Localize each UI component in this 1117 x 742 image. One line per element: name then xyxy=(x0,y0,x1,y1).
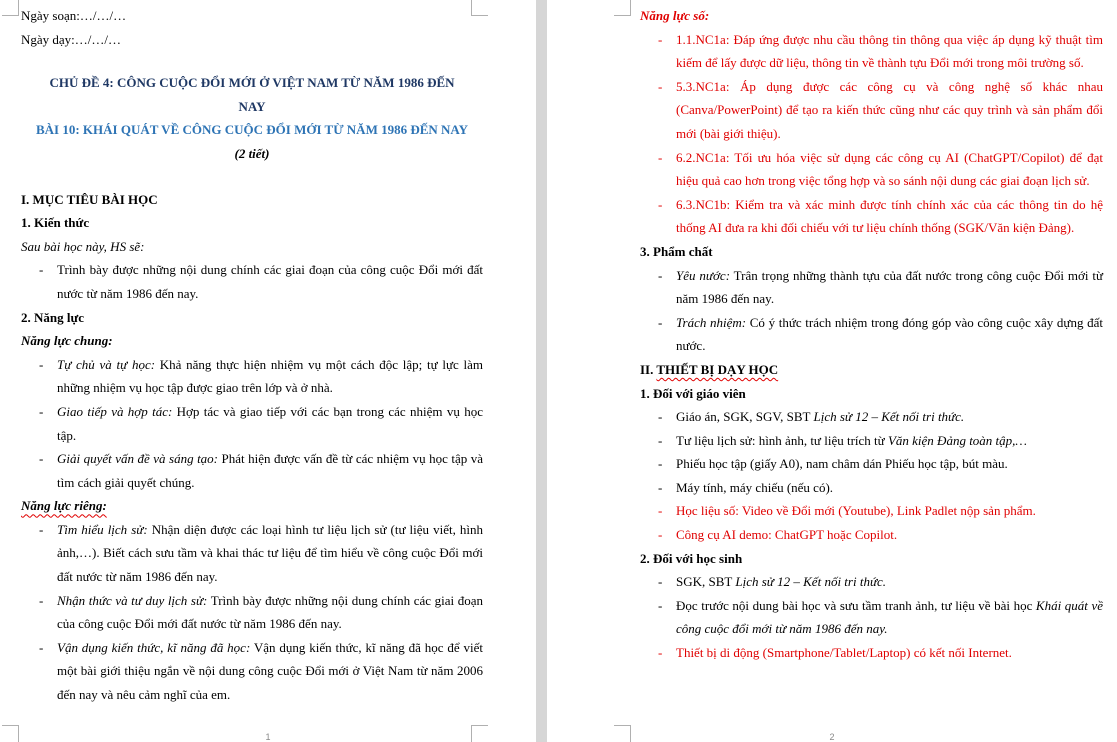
dash-bullet: - xyxy=(39,403,44,419)
item-text: Phát hiện được vấn đề từ các nhiệm vụ học tập và tìm cách giải quyết chúng. xyxy=(57,451,483,490)
dash-bullet: - xyxy=(658,31,663,47)
dash-bullet: - xyxy=(39,639,44,655)
knowledge-list xyxy=(21,258,483,305)
section-objectives: I. MỤC TIÊU BÀI HỌC xyxy=(21,191,158,207)
teacher-list xyxy=(640,405,1103,547)
list-item xyxy=(640,570,1103,594)
quality-list xyxy=(640,264,1103,358)
item-text: Trân trọng những thành tựu của đất nước trong công cuộc Đổi mới từ năm 1986 đến nay. xyxy=(676,267,1103,307)
digital-item: 6.3.NC1b: Kiểm tra và xác minh được tính chính xác của các thông tin do hệ thống AI đưa ra khi đối chiếu với tư liệu chính thống (SGK/Văn kiện Đảng). xyxy=(676,196,1103,236)
knowledge-item: Trình bày được những nội dung chính các giai đoạn của công cuộc Đổi mới đất nước từ năm 1986 đến nay. xyxy=(57,262,483,301)
dash-bullet: - xyxy=(39,521,44,537)
general-competence-list xyxy=(21,353,483,495)
lesson-title: BÀI 10: KHÁI QUÁT VỀ CÔNG CUỘC ĐỔI MỚI TỪ NĂM 1986 ĐẾN NAY xyxy=(35,122,469,138)
document-page-2 xyxy=(547,0,1117,742)
general-competence-heading: Năng lực chung: xyxy=(21,333,113,349)
item-label: Tự chủ và tự học: xyxy=(57,356,156,372)
item-text: Phiếu học tập (giấy A0), nam châm dán Phiếu học tập, bút màu. xyxy=(676,456,1008,472)
item-text: Khả năng thực hiện nhiệm vụ một cách độc lập; tự lực làm những nhiệm vụ học tập được giao trên lớp và ở nhà. xyxy=(57,356,483,396)
spacer xyxy=(21,51,483,71)
specific-competence-label: Năng lực riêng: xyxy=(21,498,107,514)
item-italic: Khái quát về công cuộc đổi mới từ năm 1986 đến nay. xyxy=(676,597,1104,637)
document-page-1 xyxy=(0,0,536,742)
dash-bullet: - xyxy=(658,149,663,165)
dash-bullet: - xyxy=(658,645,663,661)
page-number: 2 xyxy=(829,732,835,742)
list-item xyxy=(21,258,483,305)
subsection-teacher: 1. Đối với giáo viên xyxy=(640,385,746,401)
subsection-quality: 3. Phẩm chất xyxy=(640,243,713,259)
dash-bullet: - xyxy=(658,432,663,448)
dash-bullet: - xyxy=(658,314,663,330)
item-text: Vận dụng kiến thức, kĩ năng đã học để viết một bài giới thiệu ngắn về nội dung công cuộc Đổi mới ở Việt Nam từ năm 2006 đến nay và nêu cảm nghĩ của em. xyxy=(57,639,483,703)
dash-bullet: - xyxy=(658,78,663,94)
list-item xyxy=(640,594,1103,641)
item-text: Công cụ AI demo: ChatGPT hoặc Copilot. xyxy=(676,527,898,543)
specific-competence-list xyxy=(21,518,483,707)
date-teach: Ngày dạy:…/…/… xyxy=(21,31,122,47)
section-equipment-title: THIẾT BỊ DẠY HỌC xyxy=(656,361,779,377)
dash-bullet: - xyxy=(39,451,44,467)
item-label: Vận dụng kiến thức, kĩ năng đã học: xyxy=(57,639,251,655)
item-label: Giải quyết vấn đề và sáng tạo: xyxy=(57,451,219,467)
topic-title: CHỦ ĐỀ 4: CÔNG CUỘC ĐỔI MỚI Ở VIỆT NAM TỪ NĂM 1986 ĐẾN NAY xyxy=(49,75,455,114)
item-text: Thiết bị di động (Smartphone/Tablet/Laptop) có kết nối Internet. xyxy=(676,645,1012,661)
digital-competence-heading: Năng lực số: xyxy=(640,8,710,23)
crop-mark xyxy=(2,0,19,16)
list-item xyxy=(21,518,483,589)
list-item xyxy=(21,353,483,400)
item-label: Yêu nước: xyxy=(676,267,731,283)
list-item xyxy=(640,28,1103,75)
item-text: Đọc trước nội dung bài học và sưu tầm tranh ảnh, tư liệu về bài học xyxy=(676,597,1036,613)
list-item xyxy=(640,264,1103,311)
digital-item: 1.1.NC1a: Đáp ứng được nhu cầu thông tin thông qua việc áp dụng kỹ thuật tìm kiếm để lấy được dữ liệu, thông tin về thành tựu Đổi mới trong môi trường số. xyxy=(676,31,1103,71)
list-item xyxy=(640,523,1103,547)
list-item xyxy=(640,146,1103,193)
item-text: Nhận diện được các loại hình tư liệu lịch sử (tư liệu viết, hình ảnh,…). Biết cách sưu tầm và khai thác tư liệu để tìm hiểu về công cuộc Đổi mới đất nước từ năm 1986 đến nay. xyxy=(57,521,483,585)
item-label: Nhận thức và tư duy lịch sử: xyxy=(57,592,208,608)
list-item xyxy=(640,499,1103,523)
dash-bullet: - xyxy=(658,527,663,543)
item-text: SGK, SBT xyxy=(676,574,736,590)
digital-item: 5.3.NC1a: Áp dụng được các công cụ và công nghệ số khác nhau (Canva/PowerPoint) để tạo ra kiến thức cũng như các quy trình và sản phẩm đổi mới (bài giới thiệu). xyxy=(676,78,1103,141)
student-list xyxy=(640,570,1103,664)
item-text: Hợp tác và giao tiếp với các bạn trong các nhiệm vụ học tập. xyxy=(57,403,483,443)
crop-mark xyxy=(614,0,631,16)
dash-bullet: - xyxy=(658,574,663,590)
list-item xyxy=(640,476,1103,500)
page-1-content xyxy=(21,4,483,707)
item-italic: Lịch sử 12 – Kết nối tri thức. xyxy=(813,409,965,425)
dash-bullet: - xyxy=(658,503,663,519)
page-2-content xyxy=(640,4,1103,665)
date-prepare: Ngày soạn:…/…/… xyxy=(21,8,127,23)
page-number: 1 xyxy=(265,732,271,742)
digital-item: 6.2.NC1a: Tối ưu hóa việc sử dụng các công cụ AI (ChatGPT/Copilot) để đạt hiệu quả cao hơn trong việc tổng hợp và so sánh nội dung các giai đoạn lịch sử. xyxy=(676,149,1103,189)
digital-competence-list xyxy=(640,28,1103,240)
list-item xyxy=(640,75,1103,146)
item-text: Tư liệu lịch sử: hình ảnh, tư liệu trích từ xyxy=(676,432,888,448)
subsection-student: 2. Đối với học sinh xyxy=(640,550,743,566)
after-lesson-note: Sau bài học này, HS sẽ: xyxy=(21,238,145,254)
subsection-knowledge: 1. Kiến thức xyxy=(21,215,90,231)
dash-bullet: - xyxy=(39,592,44,608)
list-item xyxy=(640,452,1103,476)
item-label: Tìm hiểu lịch sử: xyxy=(57,521,148,537)
list-item xyxy=(640,405,1103,429)
subsection-competence: 2. Năng lực xyxy=(21,309,85,325)
list-item xyxy=(640,311,1103,358)
list-item xyxy=(640,429,1103,453)
dash-bullet: - xyxy=(658,409,663,425)
item-italic: Văn kiện Đảng toàn tập,… xyxy=(887,432,1027,448)
item-text: Có ý thức trách nhiệm trong đóng góp vào công cuộc xây dựng đất nước. xyxy=(676,314,1103,354)
list-item xyxy=(640,193,1103,240)
section-equipment xyxy=(547,358,1103,382)
item-label: Trách nhiệm: xyxy=(676,314,747,330)
item-text: Học liệu số: Video về Đổi mới (Youtube), Link Padlet nộp sản phẩm. xyxy=(676,503,1036,519)
dash-bullet: - xyxy=(658,456,663,472)
dash-bullet: - xyxy=(658,196,663,212)
list-item xyxy=(21,400,483,447)
dash-bullet: - xyxy=(658,267,663,283)
item-text: Máy tính, máy chiếu (nếu có). xyxy=(676,479,834,495)
list-item xyxy=(21,447,483,494)
item-italic: Lịch sử 12 – Kết nối tri thức. xyxy=(735,574,887,590)
dash-bullet: - xyxy=(658,597,663,613)
periods: (2 tiết) xyxy=(234,145,270,161)
item-label: Giao tiếp và hợp tác: xyxy=(57,403,173,419)
list-item xyxy=(21,589,483,636)
dash-bullet: - xyxy=(39,262,44,278)
item-text: Trình bày được những nội dung chính các giai đoạn của công cuộc Đổi mới đất nước từ năm 1986 đến nay. xyxy=(57,592,483,632)
list-item xyxy=(21,636,483,707)
section-equipment-prefix: II. xyxy=(640,361,657,377)
item-text: Giáo án, SGK, SGV, SBT xyxy=(676,409,814,425)
dash-bullet: - xyxy=(39,356,44,372)
dash-bullet: - xyxy=(658,479,663,495)
list-item xyxy=(640,641,1103,665)
specific-competence-heading xyxy=(21,494,483,518)
spacer xyxy=(21,166,483,188)
